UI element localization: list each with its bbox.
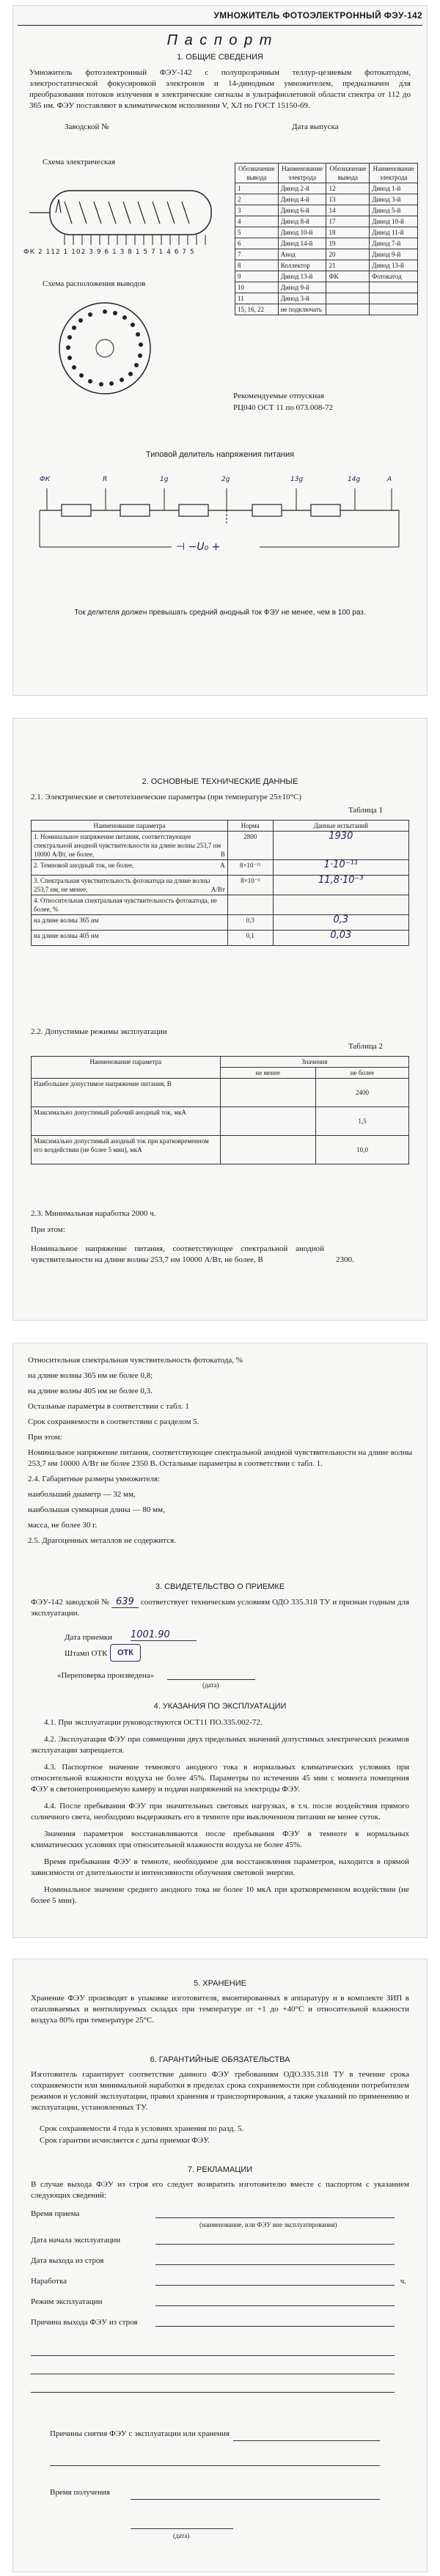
table1-row: [32, 931, 409, 946]
page3-line: масса, не более 30 г.: [28, 1521, 98, 1530]
pin-table-cell: 8: [235, 260, 279, 271]
table2-cell-max: 10,0: [315, 1136, 408, 1164]
pin-table-header: Наименование электрода: [278, 164, 326, 183]
instruction-item: Значения параметров восстанавливаются после пребывания ФЭУ в темноте в нормальных климатических условиях при относительной влажности воздуха не более 45%.: [31, 1830, 409, 1849]
pin-string: ФК 2 112 1 102 3 9 6 1 3 8 1 5 7 1 4 6 7 5: [23, 249, 195, 256]
page3-line: 2.4. Габаритные размеры умножителя:: [28, 1475, 161, 1483]
claim-field-label: Дата выхода из строя: [31, 2256, 104, 2265]
page3-line: наибольший диаметр — 32 мм,: [28, 1490, 136, 1499]
warranty-line2: Срок сохраняемости 4 года в условиях хранения по разд. 5.: [40, 2124, 244, 2133]
table2-cell-name: Максимально допустимый анодный ток при кратковременном его воздействии (не более 5 мин), мкА: [32, 1136, 221, 1164]
claims-title: 7. РЕКЛАМАЦИИ: [187, 2165, 253, 2174]
divider-title: Типовой делитель напряжения питания: [145, 450, 295, 459]
claim-field-input[interactable]: [155, 2305, 395, 2306]
pin-table-cell: Динод 11-й: [370, 227, 418, 238]
instruction-item: 4.3. Паспортное значение темнового анодного тока в нормальных климатических условиях при относительной влажности воздуха не более 45%. Параметры по истечении 45 мин с момента помещения ФЭУ в светонепроницаемую камеру и подачи напряжений на электроды ФЭУ.: [31, 1763, 409, 1794]
table1-test-cell: 0,3: [273, 915, 408, 931]
pin-table-cell: Динод 5-й: [370, 205, 418, 216]
claims-text: В случае выхода ФЭУ из строя его следует возвратить изготовителю вместе с паспортом с указанием следующих сведений:: [31, 2180, 409, 2200]
table1-test-cell: 0,03: [273, 931, 408, 946]
pin-table-cell: 21: [326, 260, 370, 271]
pin-table-cell: 20: [326, 249, 370, 260]
claim-field-row: [31, 2235, 409, 2256]
tube-schematic: [21, 169, 241, 257]
pin-table-cell: Динод 7-й: [370, 238, 418, 249]
pin-table-cell: 4: [235, 216, 279, 227]
pin-table-row: [235, 304, 418, 315]
table1-param-cell: [32, 895, 228, 915]
claim-field-caption: (наименование, или ФЭУ вне эксплуатирования): [199, 2221, 337, 2228]
table2-body: [32, 1079, 409, 1164]
pin-table-row: [235, 293, 418, 304]
claim-field-label: Режим эксплуатации: [31, 2297, 103, 2306]
table1-param-unit: В: [220, 851, 225, 858]
pin-table-header: Обозначение вывода: [235, 164, 279, 183]
table2-header: Наименование параметра: [32, 1057, 221, 1079]
pin-table-row: [235, 194, 418, 205]
bottom-line-2: [50, 2465, 380, 2466]
pin-table-cell: Динод 3-й: [278, 293, 326, 304]
pin-table-cell: [326, 293, 370, 304]
intro-paragraph: Умножитель фотоэлектронный ФЭУ-142 с полупрозрачным теллур-цезиевым фотокатодом, электростатической фокусировкой электронов и 14-динодным умножителем, предназначен для преобразования потоков излучения в электрические сигналы в ультрафиолетовой области спектра от 112 до 365 нм. ФЭУ поставляют в климатическом исполнении V, ХЛ по ГОСТ 15150-69.: [29, 68, 411, 110]
page3-line: на длине волны 405 нм не более 0,3.: [28, 1387, 153, 1395]
divider-label-13g: 13g: [290, 476, 304, 483]
table2: [31, 1056, 409, 1164]
claim-field-row: [31, 2209, 409, 2235]
table1-param-num: 3.: [34, 877, 39, 884]
passport-page-3: [13, 1343, 427, 1937]
claim-extra-line[interactable]: [31, 2338, 395, 2356]
claim-extra-line[interactable]: [31, 2356, 395, 2374]
repacking-line: [167, 1679, 255, 1680]
pin-table-cell: Динод 9-й: [278, 282, 326, 293]
pin-layout-diagram: [50, 293, 160, 403]
table2-row: [32, 1136, 409, 1164]
pin-table-cell: [370, 293, 418, 304]
pin-table-cell: 6: [235, 238, 279, 249]
page3-line: При этом:: [28, 1433, 62, 1442]
pin-table-cell: [370, 304, 418, 315]
pin-table-cell: 15, 16, 22: [235, 304, 279, 315]
pin-table-row: [235, 216, 418, 227]
repacking-label: «Переповерка произведена»: [57, 1671, 155, 1680]
table2-header: Значения: [220, 1057, 409, 1068]
claim-field-label: Наработка: [31, 2277, 67, 2286]
pin-table-row: [235, 238, 418, 249]
instruction-item: Время пребывания ФЭУ в темноте, необходимое для восстановления параметров, находится в прямой зависимости от длительности и интенсивности облучения световой энергии.: [31, 1857, 409, 1877]
table1-header: Данные испытаний: [273, 821, 408, 832]
scheme-label: Схема электрическая: [43, 158, 116, 166]
otk-label: Штамп ОТК: [65, 1649, 108, 1658]
pin-table-cell: [370, 282, 418, 293]
table2-label: Таблица 2: [348, 1042, 383, 1051]
divider-label-fk: ФК: [40, 476, 51, 483]
table1-body: [32, 832, 409, 946]
date-label: Дата выпуска: [292, 122, 339, 131]
table2-cell-min: [220, 1136, 315, 1164]
pin-table-cell: [326, 304, 370, 315]
pin-table-header: Обозначение вывода: [326, 164, 370, 183]
pin-table-cell: Динод 8-й: [278, 216, 326, 227]
hours-suffix: ч.: [400, 2277, 406, 2286]
bottom-line-3: [131, 2499, 380, 2500]
section2-subtitle: 2.1. Электрические и светотехнические параметры (при температуре 25±10°C): [31, 793, 302, 801]
table1-row: [32, 895, 409, 915]
divider-label-1g: 1g: [160, 476, 169, 483]
pin-table-row: [235, 260, 418, 271]
claim-field-input[interactable]: [155, 2285, 395, 2286]
section1-title: 1. ОБЩИЕ СВЕДЕНИЯ: [177, 53, 263, 62]
pin-table-cell: Динод 6-й: [278, 205, 326, 216]
acceptance-title: 3. СВИДЕТЕЛЬСТВО О ПРИЕМКЕ: [155, 1582, 285, 1591]
storage-text: Хранение ФЭУ производят в упаковке изготовителя, вмонтированных в аппаратуру и в комплекте ЗИП в отапливаемых и вентилируемых складах при температуре от +1 до +40°С и относительной влажности воздуха 80% при температуре 25°С.: [31, 1994, 409, 2025]
page3-line: на длине волны 365 нм не более 0,8;: [28, 1371, 153, 1380]
page3-line: 2.5. Драгоценных металлов не содержится.: [28, 1536, 176, 1545]
divider-label-14g: 14g: [348, 476, 361, 483]
table1-test-cell: [273, 895, 408, 915]
instruction-item: 4.1. При эксплуатации руководствуются ОСТ11 ПО.335.002-72.: [44, 1718, 263, 1727]
table1-norm-cell: 8×10⁻¹¹: [227, 860, 273, 876]
acceptance-serial: 639: [111, 1596, 139, 1608]
divider-label-2g: 2g: [221, 476, 230, 483]
table2-cell-name: Наибольшее допустимое напряжение питания, В: [32, 1079, 221, 1107]
pin-table-cell: 13: [326, 194, 370, 205]
table1-param-unit: А: [220, 862, 225, 869]
table1-label: Таблица 1: [348, 806, 383, 815]
table1-norm-cell: [227, 895, 273, 915]
passport-page-4: [13, 1959, 427, 2572]
pin-table-cell: 3: [235, 205, 279, 216]
claim-field-input[interactable]: [155, 2264, 395, 2265]
recommended-value: РЦ040 ОСТ 11 по 073.008-72: [233, 403, 334, 412]
pin-table-row: [235, 183, 418, 194]
table2-cell-name: Максимально допустимый рабочий анодный ток, мкА: [32, 1107, 221, 1136]
table1-param-cell: [32, 860, 228, 876]
pin-table-cell: Динод 1-й: [370, 183, 418, 194]
pin-table-cell: Динод 9-й: [370, 249, 418, 260]
pin-table-cell: не подключать: [278, 304, 326, 315]
table1-norm-cell: 8×10⁻³: [227, 876, 273, 895]
claim-field-input[interactable]: [155, 2244, 395, 2245]
warranty-title: 6. ГАРАНТИЙНЫЕ ОБЯЗАТЕЛЬСТВА: [150, 2055, 290, 2064]
pin-table-cell: Динод 13-й: [370, 260, 418, 271]
pin-table-cell: 18: [326, 227, 370, 238]
table2-cell-max: 2400: [315, 1079, 408, 1107]
table1-param-num: 1.: [34, 833, 39, 840]
pin-table-cell: 11: [235, 293, 279, 304]
table1-norm-cell: 2800: [227, 832, 273, 860]
table1-param-num: 2.: [34, 862, 39, 869]
otk-stamp: ОТК: [110, 1644, 141, 1662]
pin-table-cell: 14: [326, 205, 370, 216]
table1-norm-cell: 0,3: [227, 915, 273, 931]
page3-line: Срок сохраняемости в соответствии с разделом 5.: [28, 1417, 199, 1426]
bottom-label-1: Причины снятия ФЭУ с эксплуатации или хранения: [50, 2429, 230, 2438]
acceptance-text-2: соответствует техническим условиям ОДО 335.318 ТУ и признан годным для эксплуатации.: [31, 1598, 410, 1618]
pins-label: Схема расположения выводов: [43, 279, 146, 288]
pin-table-cell: Динод 13-й: [278, 271, 326, 282]
pin-table-cell: 19: [326, 238, 370, 249]
pin-table-row: [235, 249, 418, 260]
instruction-item: Номинальное значение среднего анодного тока не более 10 мкА при кратковременном воздействии (не более 5 мин).: [31, 1885, 409, 1905]
table1-test-cell: 1·10⁻¹¹: [273, 860, 408, 876]
table1-param-name: Спектральная чувствительность фотокатода на длине волны 253,7 нм, не менее,: [34, 877, 210, 893]
table1-param-name: Относительная спектральная чувствительность фотокатода, не более, %: [34, 897, 218, 913]
passport-page-1: [13, 6, 427, 695]
passport-title: П а с п о р т: [166, 32, 274, 48]
table2-cell-min: [220, 1079, 315, 1107]
table1-param-name: на длине волны 365 нм: [34, 917, 99, 924]
table1-test-cell: 11,8·10⁻³: [273, 876, 408, 895]
claim-field-input[interactable]: [155, 2217, 395, 2218]
passport-page-2: [13, 719, 427, 1320]
table1-row: [32, 832, 409, 860]
table1-param-cell: [32, 915, 228, 931]
claim-field-row: [31, 2276, 409, 2297]
bottom-label-2: Время получения: [50, 2488, 110, 2497]
table1-param-num: 4.: [34, 897, 39, 904]
table1-header: Норма: [227, 821, 273, 832]
pin-table-body: [235, 183, 418, 315]
table1-norm-cell: 0,1: [227, 931, 273, 946]
section2-title: 2. ОСНОВНЫЕ ТЕХНИЧЕСКИЕ ДАННЫЕ: [142, 777, 298, 786]
header-rule: [18, 25, 422, 26]
page3-line: Номинальное напряжение питания, соответствующее спектральной анодной чувствительности на длине волны 253,7 нм 10000 А/Вт не более 2350 В. Остальные параметры в соответствии с табл. 1.: [28, 1448, 412, 1468]
acceptance-text: [31, 1596, 409, 1619]
table1-row: [32, 876, 409, 895]
pin-table-cell: 5: [235, 227, 279, 238]
acceptance-text-1: ФЭУ-142 заводской №: [31, 1598, 109, 1607]
pin-table-cell: Динод 10-й: [370, 216, 418, 227]
claim-field-row: [31, 2297, 409, 2317]
table1-row: [32, 915, 409, 931]
table1-row: [32, 860, 409, 876]
pin-table-cell: Динод 3-й: [370, 194, 418, 205]
pin-table-cell: Динод 10-й: [278, 227, 326, 238]
table1-header: Наименование параметра: [32, 821, 228, 832]
instructions-list: [31, 1717, 409, 1912]
table2-cell-min: [220, 1107, 315, 1136]
divider-label-a: A: [387, 476, 392, 483]
pin-table-row: [235, 205, 418, 216]
page3-line: Остальные параметры в соответствии с табл. 1: [28, 1402, 189, 1411]
table1-test-cell: 1930: [273, 832, 408, 860]
recommended-label: Рекомендуемые отпускная: [233, 392, 325, 400]
sub22-label: 2.2. Допустимые режимы эксплуатации: [31, 1027, 167, 1036]
serial-label: Заводской №: [65, 122, 109, 131]
warranty-line3: Срок гарантии исчисляется с даты приемки ФЭУ.: [40, 2136, 210, 2145]
table2-header: не менее: [220, 1068, 315, 1079]
note-label: При этом:: [31, 1225, 65, 1234]
pin-table-cell: 7: [235, 249, 279, 260]
instruction-item: 4.2. Эксплуатация ФЭУ при совмещении двух предельных значений допустимых электрических режимов эксплуатации запрещается.: [31, 1735, 409, 1755]
claim-field-input[interactable]: [155, 2326, 395, 2327]
table1-param-name: на длине волны 405 нм: [34, 932, 99, 939]
warranty-text: Изготовитель гарантирует соответствие данного ФЭУ требованиям ОДО.335.318 ТУ в течение срока сохраняемости или минимальной наработки в пределах срока сохраняемости при соблюдении потребителем режимов и условий эксплуатации, правил хранения и транспортирования, а также указаний по применению и эксплуатации, установленных ТУ.: [31, 2070, 409, 2112]
supply-symbol: ⊣ −U₀ +: [176, 541, 221, 553]
pin-table-cell: 2: [235, 194, 279, 205]
claim-extra-line[interactable]: [31, 2374, 395, 2393]
table2-row: [32, 1107, 409, 1136]
claim-field-label: Время приема: [31, 2209, 80, 2218]
note-text: Номинальное напряжение питания, соответствующее спектральной анодной чувствительности на длине волны 253,7 нм 10000 А/Вт, не более, В: [31, 1244, 324, 1264]
divider-note: Ток делителя должен превышать средний анодный ток ФЭУ не менее, чем в 100 раз.: [74, 609, 366, 617]
accept-date-label: Дата приемки: [65, 1633, 113, 1642]
pin-table-cell: 17: [326, 216, 370, 227]
note-value: 2300.: [336, 1255, 354, 1264]
signature-caption: (дата): [173, 2532, 190, 2539]
page3-line: наибольшая суммарная длина — 80 мм,: [28, 1505, 165, 1514]
claim-field-label: Дата начала эксплуатации: [31, 2236, 121, 2245]
pin-table-cell: 1: [235, 183, 279, 194]
pin-table-cell: Фотокатод: [370, 271, 418, 282]
page3-line: Относительная спектральная чувствительность фотокатода, %: [28, 1356, 243, 1365]
table2-cell-max: 1,5: [315, 1107, 408, 1136]
pin-table-cell: Динод 2-й: [278, 183, 326, 194]
instructions-title: 4. УКАЗАНИЯ ПО ЭКСПЛУАТАЦИИ: [153, 1702, 287, 1711]
pin-table-header: Наименование электрода: [370, 164, 418, 183]
pin-table-cell: [326, 282, 370, 293]
claim-field-row: [31, 2256, 409, 2276]
pin-table-cell: Анод: [278, 249, 326, 260]
pin-table-cell: ФК: [326, 271, 370, 282]
table1-param-unit: А/Вт: [210, 886, 225, 893]
page3-text-block: [28, 1355, 412, 1551]
sub23-label: 2.3. Минимальная наработка 2000 ч.: [31, 1209, 156, 1218]
pin-table: [235, 163, 418, 315]
pin-table-cell: 12: [326, 183, 370, 194]
divider-label-r: R: [103, 476, 108, 483]
document-header: УМНОЖИТЕЛЬ ФОТОЭЛЕКТРОННЫЙ ФЭУ-142: [213, 10, 422, 21]
claim-field-row: [31, 2317, 409, 2338]
pin-table-cell: Коллектор: [278, 260, 326, 271]
signature-line: [131, 2528, 233, 2529]
pin-table-cell: Динод 4-й: [278, 194, 326, 205]
claim-field-label: Причина выхода ФЭУ из строя: [31, 2318, 138, 2327]
table1-param-cell: [32, 876, 228, 895]
accept-date-value: 1001.90: [131, 1629, 197, 1641]
table2-header: не более: [315, 1068, 408, 1079]
repacking-date-caption: (дата): [202, 1681, 219, 1689]
pin-table-cell: Динод 14-й: [278, 238, 326, 249]
table1-param-cell: [32, 832, 228, 860]
table1-param-name: Номинальное напряжение питания, соответствующее спектральной анодной чувствительности на длине волны 253,7 нм 10000 А/Вт, не более,: [34, 833, 221, 858]
table2-row: [32, 1079, 409, 1107]
pin-table-cell: 10: [235, 282, 279, 293]
pin-table-row: [235, 227, 418, 238]
instruction-item: 4.4. После пребывания ФЭУ при значительных световых нагрузках, в т.ч. после воздействия прямого солнечного света, необходимо выдерживать его в темноте при выключенном питании не менее суток.: [31, 1802, 409, 1821]
pin-table-row: [235, 271, 418, 282]
pin-table-row: [235, 282, 418, 293]
storage-title: 5. ХРАНЕНИЕ: [194, 1979, 246, 1988]
claim-fields: [31, 2209, 409, 2393]
pin-table-cell: 9: [235, 271, 279, 282]
table1: [31, 820, 409, 946]
table1-param-cell: [32, 931, 228, 946]
bottom-line-1: [233, 2440, 380, 2441]
table1-param-name: Темновой анодный ток, не более,: [40, 862, 134, 869]
